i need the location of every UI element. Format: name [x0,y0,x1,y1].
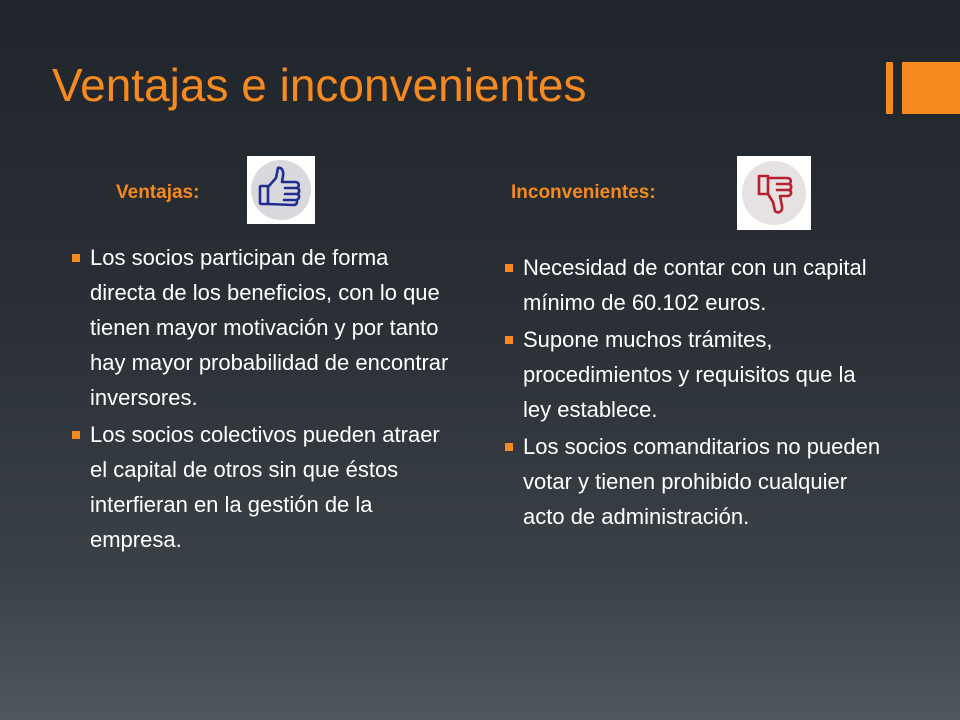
slide-title: Ventajas e inconvenientes [52,59,587,111]
list-item [505,250,885,320]
bullet-icon [505,264,513,272]
bullet-icon [505,443,513,451]
disadvantage-text: Supone muchos trámites, procedimientos y requisitos que la ley establece. [523,327,856,422]
disadvantage-text: Los socios comanditarios no pueden votar y tienen prohibido cualquier acto de administración. [523,434,881,529]
disadvantage-text: Necesidad de contar con un capital mínimo de 60.102 euros. [523,255,867,315]
decorative-bar [886,62,893,114]
list-item [72,240,452,415]
advantage-text: Los socios participan de forma directa de los beneficios, con lo que tienen mayor motivación y por tanto hay mayor probabilidad de encontrar inversores. [90,245,449,410]
bullet-icon [72,254,80,262]
list-item [505,429,885,534]
thumbs-up-icon [247,156,315,224]
advantages-list [72,240,452,559]
disadvantages-list [505,250,885,536]
bullet-icon [505,336,513,344]
thumbs-down-icon [737,156,811,230]
list-item [72,417,452,557]
decorative-square [902,62,960,114]
bullet-icon [72,431,80,439]
advantages-heading: Ventajas: [116,182,200,203]
disadvantages-heading: Inconvenientes: [511,182,656,203]
advantage-text: Los socios colectivos pueden atraer el capital de otros sin que éstos interfieran en la gestión de la empresa. [90,422,440,552]
list-item [505,322,885,427]
